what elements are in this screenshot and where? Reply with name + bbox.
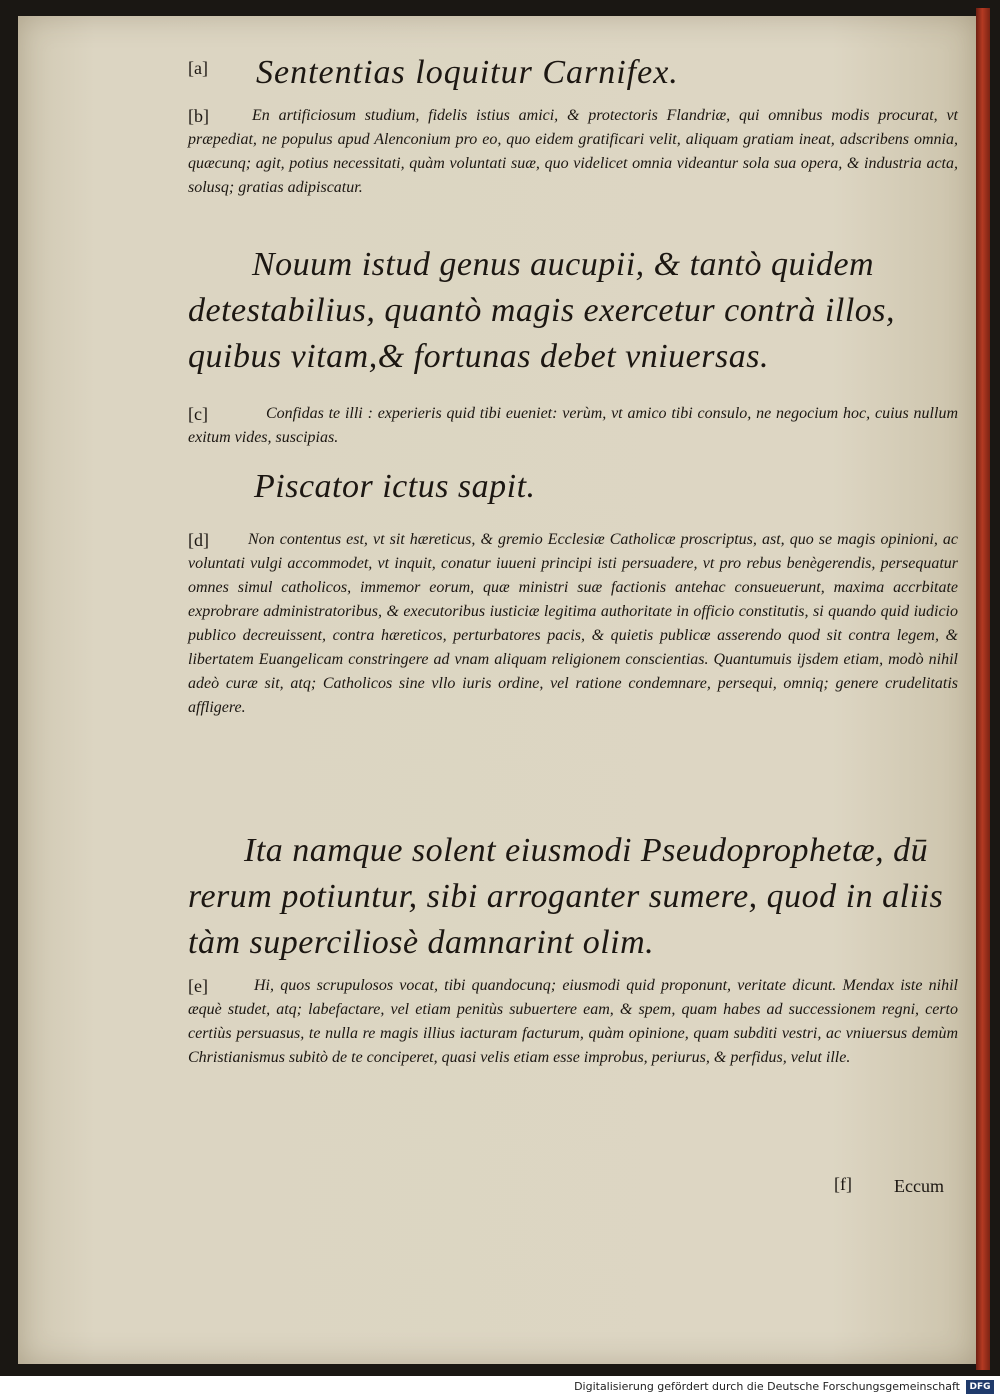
catchword: Eccum [894, 1176, 944, 1196]
note-marker-e: [e] [188, 976, 208, 996]
note-d-text: Non contentus est, vt sit hæreticus, & gremio Ecclesiæ Catholicæ proscriptus, ast, quo se magis opinioni, ac voluntati vulgi accommodet, vt inquit, conatur iuueni principi isti persuadere, vt pro rebus benègerendis, persequatur omnes simul catholicos, immemor eorum, quæ ministri suæ factionis antehac consueuerunt, maxima accrbitate exprobrare administratoribus, & executoribus iusticiæ legitima authoritate in officio constitutis, si quando quid iudicio publico decreuissent, contra hæreticos, perturbatores pacis, & quietis publicæ asserendo quod sit contra legem, & libertatem Euangelicam constringere ad vnam aliquam religionem conscientias. Quantumuis ijsdem etiam, modò nihil adeò curæ sit, atq; Catholicos sine vllo iuris ordine, vel ratione condemnare, persequi, omniq; genere crudelitatis affligere. [188, 531, 958, 716]
digitization-credit: Digitalisierung gefördert durch die Deutsche Forschungsgemeinschaft [574, 1380, 960, 1393]
dfg-logo: DFG [966, 1380, 994, 1394]
note-b-text: En artificiosum studium, fidelis istius amici, & protectoris Flandriæ, qui omnibus modis procurat, vt præpediat, ne populus apud Alenconium pro eo, quo eidem gratificari velit, aliquam gratiam ineat, adscribens omnia, quæcunq; agit, potius necessitati, quàm voluntati suæ, quo videlicet omnia videantur sola sua opera, & industria acta, solusq; gratias adipiscatur. [188, 107, 958, 196]
page-heading: Sententias loquitur Carnifex. [256, 54, 679, 91]
main-text-3: Ita namque solent eiusmodi Pseudoprophetæ, dū rerum potiuntur, sibi arroganter sumere, quod in aliis tàm superciliosè damnarint olim. [188, 832, 944, 961]
note-marker-f: [f] [834, 1174, 852, 1194]
note-c-text: Confidas te illi : experieris quid tibi eueniet: verùm, vt amico tibi consulo, ne negocium hoc, cuius nullum exitum vides, suscipias. [188, 405, 958, 446]
note-marker-d: [d] [188, 530, 209, 550]
note-marker-b: [b] [188, 106, 209, 126]
main-text-1: Nouum istud genus aucupii, & tantò quidem detestabilius, quantò magis exercetur contrà illos, quibus vitam,& fortunas debet vniuersas. [188, 246, 895, 375]
note-marker-c: [c] [188, 404, 208, 424]
binding-edge [976, 8, 990, 1370]
main-text-2: Piscator ictus sapit. [254, 468, 536, 505]
note-marker-a: [a] [188, 58, 208, 78]
note-e-text: Hi, quos scrupulosos vocat, tibi quandocunq; eiusmodi quid proponunt, veritate dicunt. Mendax iste nihil æquè studet, atq; labefactare, vel etiam penitùs subuertere eam, & spem, quam habes ad successionem regni, certo certiùs persuasus, te nulla re magis illius iacturam facturum, quàm opinione, quam subditi vestri, ac vniuersus demùm Christianismus subitò de te conciperet, quasi velis etiam esse improbus, periurus, & perfidus, velut ille. [188, 977, 958, 1066]
